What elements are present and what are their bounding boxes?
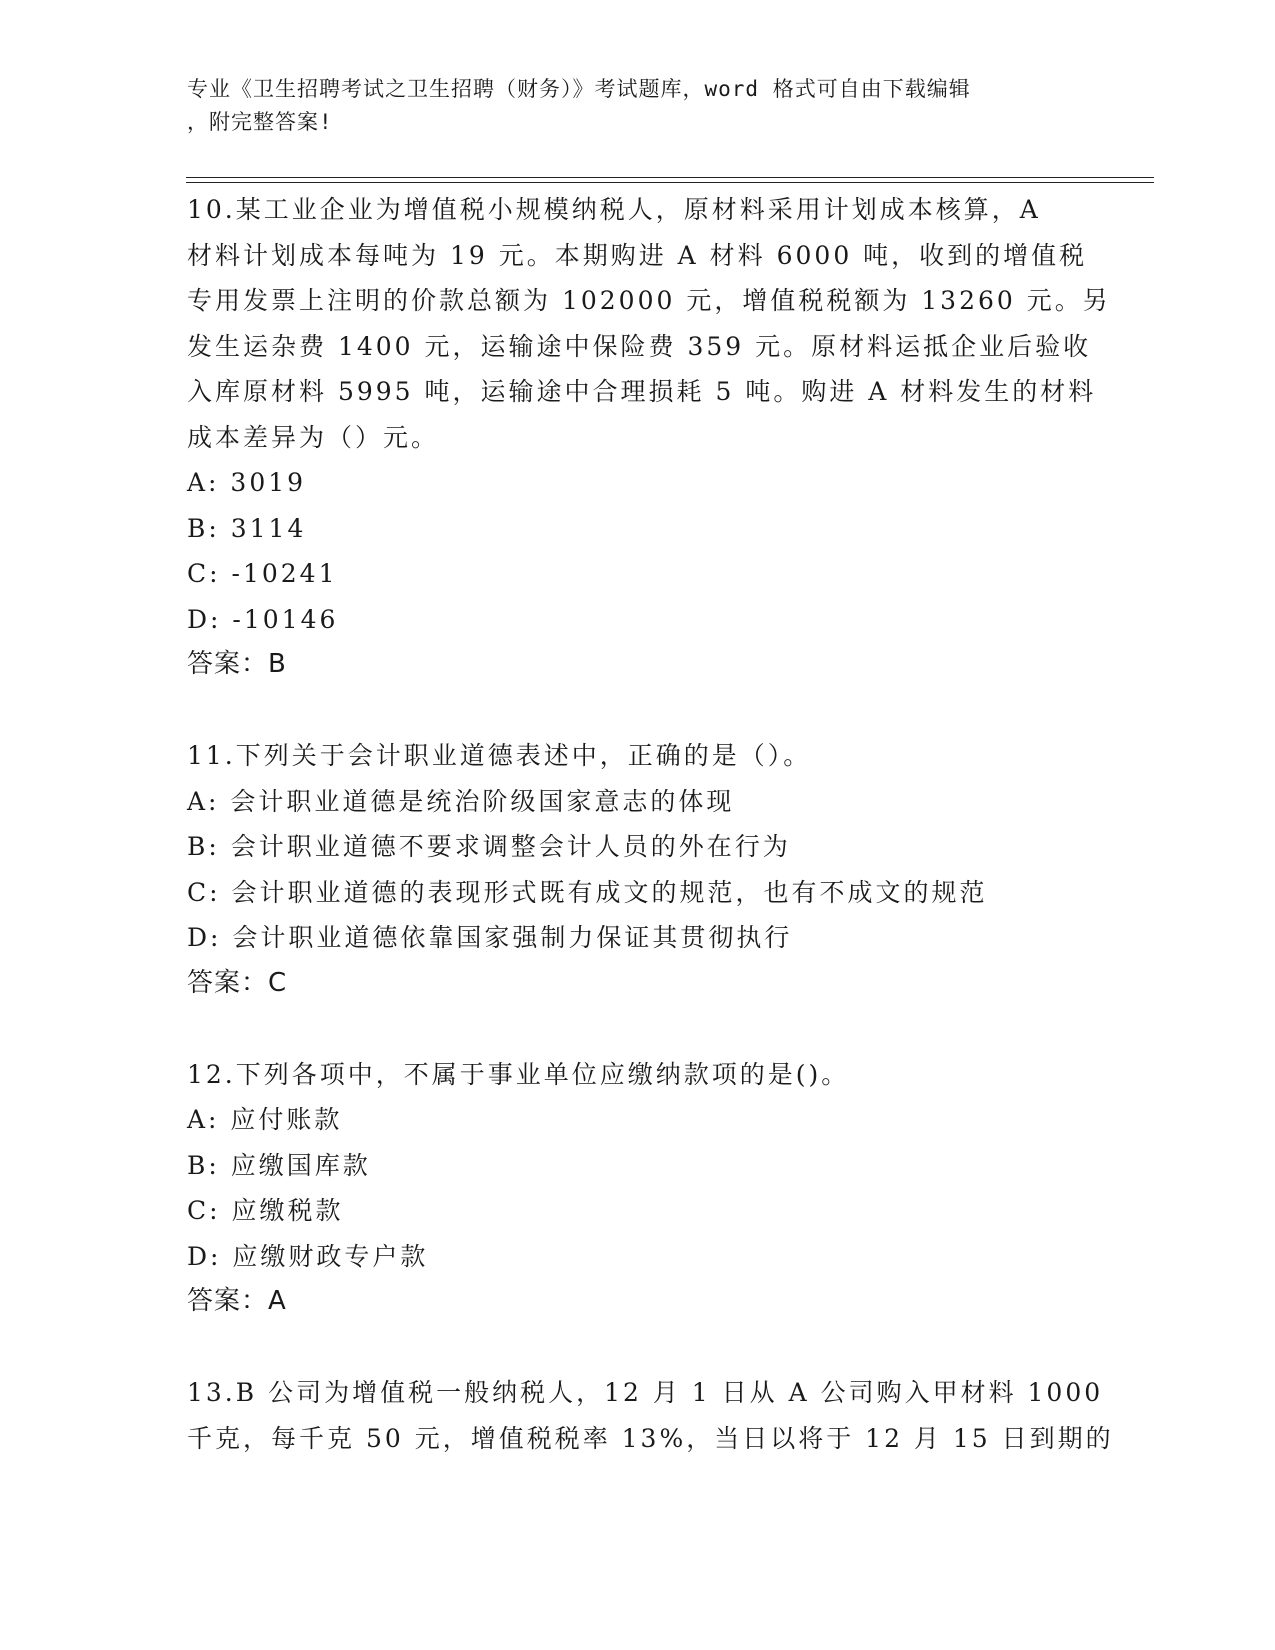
option-c: C: 会计职业道德的表现形式既有成文的规范，也有不成文的规范 xyxy=(187,877,988,907)
question-11 xyxy=(187,733,1087,1006)
question-stem-line: 成本差异为（）元。 xyxy=(187,422,440,452)
option-d: D: 应缴财政专户款 xyxy=(187,1241,429,1271)
question-13 xyxy=(187,1370,1114,1461)
option-c: C: -10241 xyxy=(187,559,338,588)
spacer xyxy=(187,688,1087,734)
spacer xyxy=(187,1006,1087,1052)
answer-label: 答案：B xyxy=(187,649,287,679)
spacer xyxy=(187,1325,1087,1371)
header-divider-top xyxy=(186,177,1154,178)
question-stem-line: 发生运杂费 1400 元，运输途中保险费 359 元。原材料运抵企业后验收 xyxy=(187,331,1092,361)
option-b: B: 会计职业道德不要求调整会计人员的外在行为 xyxy=(187,832,791,861)
document-header xyxy=(187,73,1067,139)
question-stem-line: 13.B 公司为增值税一般纳税人，12 月 1 日从 A 公司购入甲材料 1000 xyxy=(187,1378,1104,1407)
option-d: D: -10146 xyxy=(187,604,339,634)
header-line-2: ，附完整答案! xyxy=(187,110,333,134)
question-stem-line: 12.下列各项中，不属于事业单位应缴纳款项的是()。 xyxy=(187,1059,850,1089)
option-b: B: 3114 xyxy=(187,513,307,543)
option-b: B: 应缴国库款 xyxy=(187,1150,371,1180)
question-stem-line: 10.某工业企业为增值税小规模纳税人，原材料采用计划成本核算，A xyxy=(187,195,1041,224)
question-stem-line: 材料计划成本每吨为 19 元。本期购进 A 材料 6000 吨，收到的增值税 xyxy=(187,240,1088,270)
header-line-1: 专业《卫生招聘考试之卫生招聘（财务）》考试题库，word 格式可自由下载编辑 xyxy=(187,77,971,101)
header-divider-bottom xyxy=(186,182,1154,183)
answer-label: 答案：A xyxy=(187,1286,287,1316)
question-12 xyxy=(187,1052,1087,1325)
question-10 xyxy=(187,187,1111,688)
question-stem-line: 千克，每千克 50 元，增值税税率 13%，当日以将于 12 月 15 日到期的 xyxy=(187,1423,1114,1453)
question-stem-line: 专用发票上注明的价款总额为 102000 元，增值税税额为 13260 元。另 xyxy=(187,286,1111,315)
option-d: D: 会计职业道德依靠国家强制力保证其贯彻执行 xyxy=(187,923,793,952)
question-stem-line: 11.下列关于会计职业道德表述中，正确的是（）。 xyxy=(187,741,812,770)
question-stem-line: 入库原材料 5995 吨，运输途中合理损耗 5 吨。购进 A 材料发生的材料 xyxy=(187,377,1097,406)
option-a: A: 应付账款 xyxy=(187,1105,343,1134)
answer-label: 答案：C xyxy=(187,967,288,998)
question-list xyxy=(187,187,1114,1461)
option-a: A: 会计职业道德是统治阶级国家意志的体现 xyxy=(187,786,735,816)
option-a: A: 3019 xyxy=(187,468,307,497)
option-c: C: 应缴税款 xyxy=(187,1196,344,1225)
